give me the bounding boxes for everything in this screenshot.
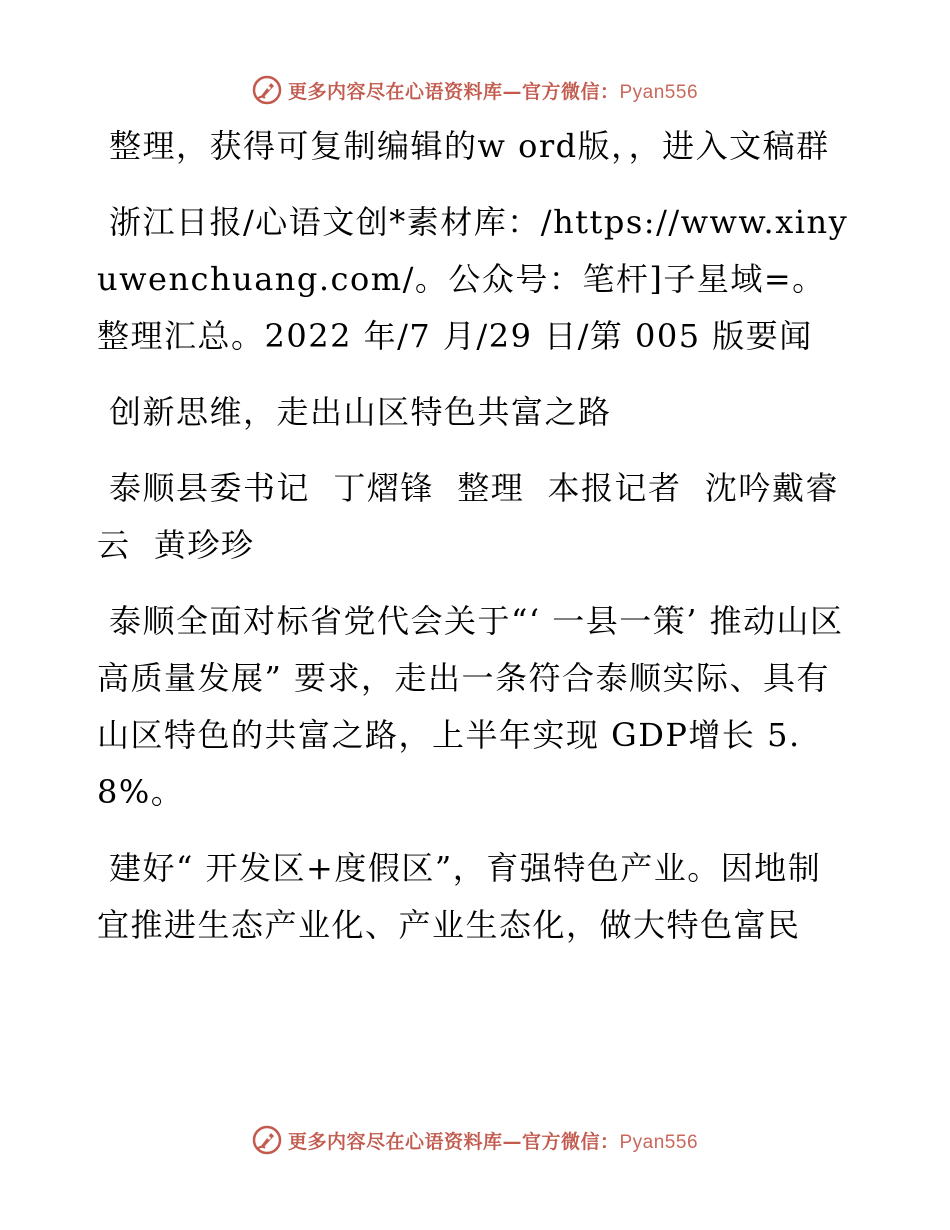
paragraph-body-1: 泰顺全面对标省党代会关于“‘ 一县一策’ 推动山区高质量发展” 要求，走出一条符合泰顺实际、具有山区特色的共富之路，上半年实现 GDP增长 5.8%。	[97, 602, 844, 811]
header-wechat-id: Pyan556	[619, 81, 699, 103]
pen-nib-logo-icon	[252, 1125, 282, 1155]
footer-banner	[0, 1120, 950, 1160]
article-title: 创新思维，走出山区特色共富之路	[109, 393, 612, 431]
paragraph-body-2: 建好“ 开发区+度假区”，育强特色产业。因地制宜推进生态产业化、产业生态化，做大特色富民	[97, 849, 822, 944]
article-byline: 泰顺县委书记 丁熠锋 整理 本报记者 沈吟戴睿云 黄珍珍	[97, 469, 839, 564]
paragraph-intro: 整理，获得可复制编辑的w ord版，，进入文稿群	[109, 127, 830, 165]
footer-wechat-id: Pyan556	[619, 1131, 699, 1153]
pen-nib-logo-icon	[252, 75, 282, 105]
footer-banner-text: 更多内容尽在心语资料库—官方微信：Pyan556	[287, 1130, 699, 1153]
document-body	[97, 118, 849, 973]
header-banner	[0, 70, 950, 110]
paragraph-source: 浙江日报/心语文创*素材库：/https://www.xinyuwenchuang.com/。公众号：笔杆]子星域=。整理汇总。2022 年/7 月/29 日/第 005 版要闻	[97, 203, 849, 355]
header-banner-text: 更多内容尽在心语资料库—官方微信：Pyan556	[287, 80, 699, 103]
